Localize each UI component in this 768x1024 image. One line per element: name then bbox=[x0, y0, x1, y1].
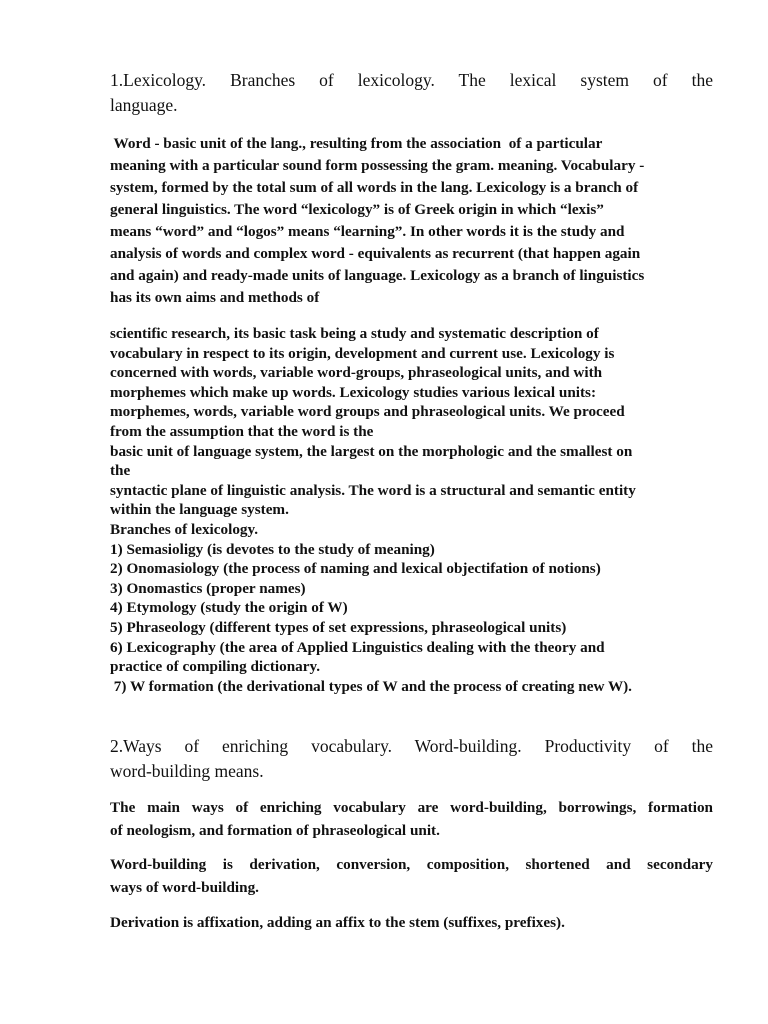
section-1-intro-paragraph bbox=[110, 133, 720, 309]
section-2-paragraph bbox=[110, 853, 713, 899]
paragraph-line: and again) and ready-made units of language. Lexicology as a branch of linguistics bbox=[110, 267, 645, 284]
body-line: vocabulary in respect to its origin, development and current use. Lexicology is bbox=[110, 344, 615, 362]
paragraph-line: Derivation is affixation, adding an affix to the stem (suffixes, prefixes). bbox=[110, 914, 565, 931]
branch-item: 1) Semasioligy (is devotes to the study of meaning) bbox=[110, 540, 435, 558]
body-line: morphemes which make up words. Lexicology studies various lexical units: bbox=[110, 383, 597, 401]
branch-item-continuation: practice of compiling dictionary. bbox=[110, 658, 321, 676]
body-line: from the assumption that the word is the bbox=[110, 422, 374, 440]
branch-item: 7) W formation (the derivational types of W and the process of creating new W). bbox=[110, 677, 632, 695]
body-line: scientific research, its basic task being a study and systematic description of bbox=[110, 325, 599, 342]
section-2-heading bbox=[110, 734, 713, 784]
branches-heading: Branches of lexicology. bbox=[110, 520, 259, 538]
paragraph-line: has its own aims and methods of bbox=[110, 289, 320, 306]
body-line: syntactic plane of linguistic analysis. The word is a structural and semantic entity bbox=[110, 481, 636, 499]
paragraph-line: Word - basic unit of the lang., resulting from the association of a particular bbox=[110, 135, 603, 152]
body-line: concerned with words, variable word-groups, phraseological units, and with bbox=[110, 364, 603, 382]
section-2-paragraph bbox=[110, 796, 713, 842]
branch-item: 5) Phraseology (different types of set expressions, phraseological units) bbox=[110, 618, 567, 636]
body-line: basic unit of language system, the largest on the morphologic and the smallest on bbox=[110, 442, 633, 460]
paragraph-line: means “word” and “logos” means “learning”. In other words it is the study and bbox=[110, 223, 625, 240]
paragraph-line: The main ways of enriching vocabulary are word-building, borrowings, formation bbox=[110, 799, 713, 816]
heading-line: word-building means. bbox=[110, 761, 264, 781]
branch-item: 6) Lexicography (the area of Applied Linguistics dealing with the theory and bbox=[110, 638, 605, 656]
section-2-paragraph bbox=[110, 911, 713, 934]
paragraph-line: ways of word-building. bbox=[110, 879, 259, 896]
paragraph-line: of neologism, and formation of phraseological unit. bbox=[110, 822, 440, 839]
section-1-body bbox=[110, 324, 720, 696]
body-line: morphemes, words, variable word groups and phraseological units. We proceed bbox=[110, 403, 625, 421]
paragraph-line: analysis of words and complex word - equivalents as recurrent (that happen again bbox=[110, 245, 641, 262]
body-line: the bbox=[110, 462, 131, 480]
section-1-heading bbox=[110, 68, 713, 118]
paragraph-line: system, formed by the total sum of all words in the lang. Lexicology is a branch of bbox=[110, 179, 639, 196]
body-line: within the language system. bbox=[110, 501, 289, 519]
paragraph-line: general linguistics. The word “lexicology” is of Greek origin in which “lexis” bbox=[110, 201, 604, 218]
heading-line: 1.Lexicology. Branches of lexicology. The lexical system of the bbox=[110, 70, 713, 90]
branch-item: 3) Onomastics (proper names) bbox=[110, 579, 306, 597]
heading-line: language. bbox=[110, 95, 178, 115]
branch-item: 4) Etymology (study the origin of W) bbox=[110, 599, 348, 617]
paragraph-line: Word-building is derivation, conversion, composition, shortened and secondary bbox=[110, 856, 713, 873]
paragraph-line: meaning with a particular sound form possessing the gram. meaning. Vocabulary - bbox=[110, 157, 645, 174]
heading-line: 2.Ways of enriching vocabulary. Word-building. Productivity of the bbox=[110, 736, 713, 756]
branch-item: 2) Onomasiology (the process of naming and lexical objectifation of notions) bbox=[110, 560, 601, 578]
